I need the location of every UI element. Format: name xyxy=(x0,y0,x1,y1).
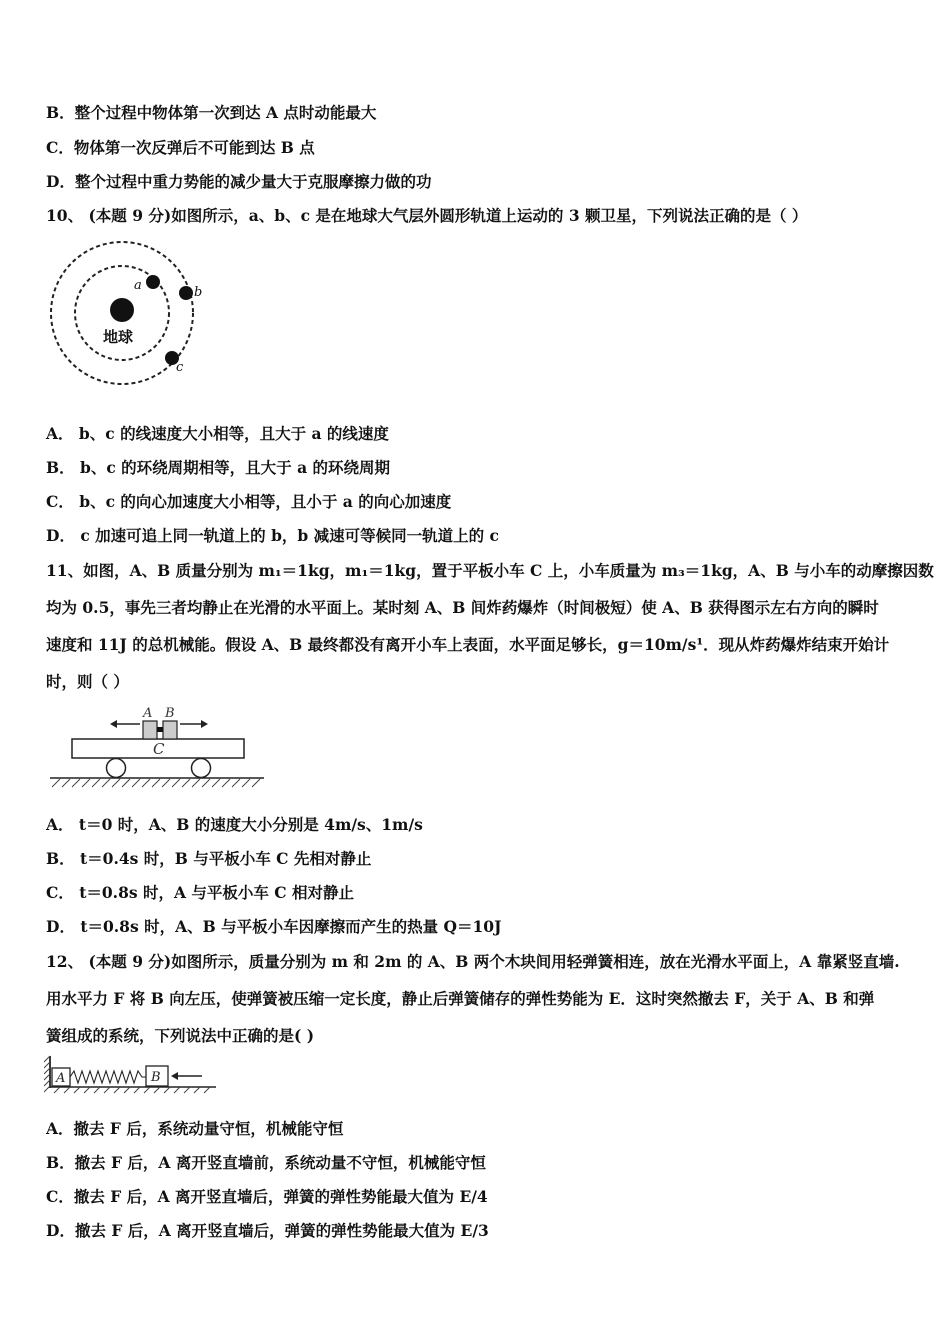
q12-stem-line-3: 簧组成的系统，下列说法中正确的是( ) xyxy=(46,1026,315,1045)
cart-c-label: C xyxy=(153,740,165,758)
q10-orbit-figure xyxy=(46,238,206,398)
block-a xyxy=(143,721,157,739)
q10-option-c: C． b、c 的向心加速度大小相等，且小于 a 的向心加速度 xyxy=(46,492,452,511)
q11-cart-figure xyxy=(46,700,276,795)
q12-stem-line-1: 12、 (本题 9 分)如图所示，质量分别为 m 和 2m 的 A、B 两个木块间用轻弹簧相连，放在光滑水平面上，A 靠紧竖直墙. xyxy=(46,952,900,971)
q11-stem-line-1: 11、如图，A、B 质量分别为 m₁＝1kg，m₁＝1kg，置于平板小车 C 上，小车质量为 m₃＝1kg，A、B 与小车的动摩擦因数 xyxy=(46,561,934,580)
q11-stem-line-2: 均为 0.5，事先三者均静止在光滑的水平面上。某时刻 A、B 间炸药爆炸（时间极短）使 A、B 获得图示左右方向的瞬时 xyxy=(46,598,879,617)
block-b-label: B xyxy=(165,706,175,721)
q12-option-d: D．撤去 F 后，A 离开竖直墙后，弹簧的弹性势能最大值为 E/3 xyxy=(46,1221,489,1240)
block-b-label: B xyxy=(151,1070,161,1085)
spring xyxy=(70,1071,146,1083)
satellite-b xyxy=(179,286,193,300)
satellite-b-label: b xyxy=(194,285,203,300)
q9-option-c: C．物体第一次反弹后不可能到达 B 点 xyxy=(46,138,315,157)
earth-label: 地球 xyxy=(103,328,134,346)
q10-option-d: D． c 加速可追上同一轨道上的 b，b 减速可等候同一轨道上的 c xyxy=(46,526,499,545)
q11-option-d: D． t＝0.8s 时，A、B 与平板小车因摩擦而产生的热量 Q＝10J xyxy=(46,917,502,936)
q9-option-d: D．整个过程中重力势能的减少量大于克服摩擦力做的功 xyxy=(46,172,432,191)
q11-stem-line-3: 速度和 11J 的总机械能。假设 A、B 最终都没有离开小车上表面，水平面足够长，g＝10m/s¹．现从炸药爆炸结束开始计 xyxy=(46,635,890,654)
q11-option-c: C． t＝0.8s 时，A 与平板小车 C 相对静止 xyxy=(46,883,355,902)
q9-option-b: B．整个过程中物体第一次到达 A 点时动能最大 xyxy=(46,103,377,122)
block-b xyxy=(163,721,177,739)
satellite-a xyxy=(146,275,160,289)
satellite-a-label: a xyxy=(134,278,142,293)
q11-stem-line-4: 时，则（ ） xyxy=(46,672,129,691)
q10-option-a: A． b、c 的线速度大小相等，且大于 a 的线速度 xyxy=(46,424,389,443)
q10-option-b: B． b、c 的环绕周期相等，且大于 a 的环绕周期 xyxy=(46,458,391,477)
q10-stem: 10、 (本题 9 分)如图所示，a、b、c 是在地球大气层外圆形轨道上运动的 3 颗卫星，下列说法正确的是（ ） xyxy=(46,206,808,225)
block-a-label: A xyxy=(56,1071,66,1086)
q11-option-b: B． t＝0.4s 时，B 与平板小车 C 先相对静止 xyxy=(46,849,372,868)
q12-stem-line-2: 用水平力 F 将 B 向左压，使弹簧被压缩一定长度，静止后弹簧储存的弹性势能为 E．这时突然撤去 F，关于 A、B 和弹 xyxy=(46,989,875,1008)
block-a-label: A xyxy=(143,706,153,721)
cart-wheel-left xyxy=(107,759,126,778)
explosive xyxy=(157,727,163,732)
satellite-c-label: c xyxy=(176,360,184,375)
q12-option-c: C．撤去 F 后，A 离开竖直墙后，弹簧的弹性势能最大值为 E/4 xyxy=(46,1187,488,1206)
q12-option-a: A．撤去 F 后，系统动量守恒，机械能守恒 xyxy=(46,1119,344,1138)
earth xyxy=(110,298,134,322)
q11-option-a: A． t＝0 时，A、B 的速度大小分别是 4m/s、1m/s xyxy=(46,815,423,834)
cart-wheel-right xyxy=(192,759,211,778)
q12-spring-figure xyxy=(44,1052,224,1094)
q12-option-b: B．撤去 F 后，A 离开竖直墙前，系统动量不守恒，机械能守恒 xyxy=(46,1153,486,1172)
